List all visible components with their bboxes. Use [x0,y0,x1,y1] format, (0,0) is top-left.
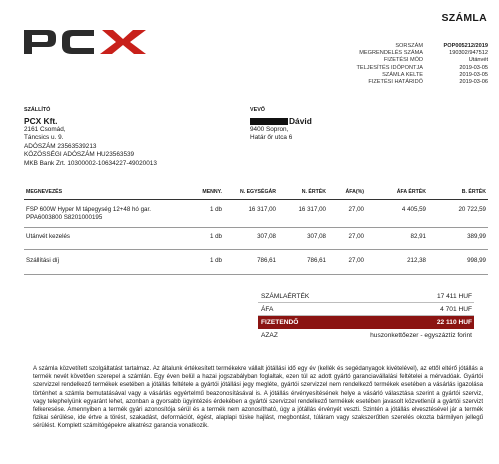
item-unit-net: 786,61 [224,250,278,275]
col-header-qty: MENNY. [174,186,224,200]
seller-tax-number: ADÓSZÁM 23563539213 [24,142,97,150]
item-unit-net: 16 317,00 [224,200,278,228]
seller-address-line: Táncsics u. 9. [24,134,64,142]
meta-row-due-date [300,79,488,86]
item-qty: 1 db [174,228,224,250]
total-net-value: 17 411 HUF [436,292,472,300]
amount-due-value: 22 110 HUF [436,319,472,326]
amount-due-row [258,316,474,329]
col-header-vat-rate: ÁFA(%) [328,186,366,200]
invoice-meta [300,43,488,86]
line-items-table [24,186,488,275]
item-gross: 998,99 [428,250,488,275]
table-row [24,228,488,250]
meta-value: 2019-03-05 [459,64,488,71]
item-name-cell [24,200,174,228]
warranty-terms: A számla közvetített szolgáltatást tartalmaz. Az általunk értékesített termékekre vállalt jótállási idő egy év (kellék és segédanyagok kivételével), az ettől eltérő jótállás a termék nevét követően szerepel a számlán. Egy éven belül a hazai jogszabályban foglaltak, ezen túl az adott gyártó garanciavállalási feltételei a mérvadóak. Gyártói szervizzel rendelkező termékek esetében a jótállás feltétele a gyártói jótállási jegy megléte, gyártói szervizzel nem rendelkező termékek esetében a vásárlás igazolása történhet a számla bemutatásával vagy a vásárlás egyértelmű beazonosításával is. A jótállás érvényesítésének helye a vásárló választása szerint a gyártói szerviz, vagy telephelyünk egyaránt lehet, azonban a gyorsabb ügyintézés érdekében a gyártói szervizzel rendelkező termékek esetében javasolt közvetlenül a gyártói szervizt felkeresése. Amennyiben a termék gyári azonosítója sérül és a termék nem azonosítható, úgy a jótállás érvényét veszti. Szintén a jótállás elvesztésével jár a termék fizikai sérülése, ide értve a törést, szakadást, deformációt, égést, alaplapi tüske hajlást, megbontást, túláram vagy szakszerűtlen szerelés okozta bármilyen jellegű sérülést. Komplett számítógépekre alkatrész garancia vonatkozik. [33,366,483,430]
buyer-address-line: Határ őr utca 6 [250,134,293,142]
meta-value: Utánvét [468,57,488,64]
meta-row-issue-date [300,72,488,79]
col-header-name: MEGNEVEZÉS [24,186,174,200]
logo-letter-x [100,30,146,54]
item-vat: 82,91 [366,228,428,250]
meta-label: TELJESÍTÉS IDŐPONTJA [356,64,423,71]
item-qty: 1 db [174,200,224,228]
item-vat: 4 405,59 [366,200,428,228]
item-qty: 1 db [174,250,224,275]
buyer-name-row [250,116,312,126]
amount-due-label: FIZETENDŐ [261,319,299,326]
seller-name: PCX Kft. [24,115,58,126]
logo-letter-p [24,30,56,54]
item-gross: 20 722,59 [428,200,488,228]
total-vat-label: ÁFA [261,305,274,313]
meta-value: 2019-03-05 [459,71,488,78]
item-sku: PPA6003800 S8201000195 [26,214,103,221]
item-unit-net: 307,08 [224,228,278,250]
seller-block [24,106,157,169]
totals-block [258,290,474,342]
seller-address-line: 2161 Csomád, [24,125,66,133]
seller-title: SZÁLLÍTÓ [24,107,51,113]
table-header-row [24,186,488,200]
item-gross: 389,99 [428,228,488,250]
total-net-row [258,290,474,303]
meta-label: FIZETÉSI HATÁRIDŐ [368,79,423,86]
table-row [24,250,488,275]
item-net: 307,08 [278,228,328,250]
item-name: Szállítási díj [24,250,174,275]
item-net: 16 317,00 [278,200,328,228]
col-header-vat: ÁFA ÉRTÉK [366,186,428,200]
meta-label: FIZETÉSI MÓD [383,57,423,64]
seller-eu-tax-number: KÖZÖSSÉGI ADÓSZÁM HU23563539 [24,151,135,159]
amount-in-words-label: AZAZ [261,332,278,339]
table-row [24,200,488,228]
meta-value: 2019-03-06 [459,79,488,86]
amount-in-words-row [258,329,474,342]
col-header-net: N. ÉRTÉK [278,186,328,200]
logo-letter-c [62,30,94,54]
meta-value: 190302/947512 [449,50,488,57]
invoice-title: SZÁMLA [441,12,487,24]
pcx-logo [22,28,148,56]
col-header-unit-net: N. EGYSÉGÁR [224,186,278,200]
item-vat-rate: 27,00 [328,228,366,250]
total-net-label: SZÁMLAÉRTÉK [261,292,310,300]
item-name: FSP 600W Hyper M tápegység 12+48 hó gar. [26,206,151,213]
redaction-bar [250,118,288,125]
seller-bank-account: MKB Bank Zrt. 10300002-10634227-49020013 [24,159,157,167]
total-vat-value: 4 701 HUF [440,305,472,313]
meta-label: SZÁMLA KELTE [382,71,423,78]
meta-row-payment-method [300,57,488,64]
item-vat: 212,38 [366,250,428,275]
item-vat-rate: 27,00 [328,250,366,275]
meta-row-fulfilment-date [300,65,488,72]
buyer-name: Dávid [289,115,312,126]
buyer-block [250,106,312,143]
amount-in-words-value: huszonkettőezer - egyszáztíz forint [370,332,472,339]
buyer-title: VEVŐ [250,107,265,113]
meta-label: SORSZÁM [395,43,423,49]
item-vat-rate: 27,00 [328,200,366,228]
total-vat-row [258,303,474,316]
col-header-gross: B. ÉRTÉK [428,186,488,200]
item-net: 786,61 [278,250,328,275]
buyer-address-line: 9400 Sopron, [250,125,289,133]
item-name: Utánvét kezelés [24,228,174,250]
meta-value: POP005212/2019 [443,43,488,49]
meta-label: MEGRENDELÉS SZÁMA [359,50,423,57]
